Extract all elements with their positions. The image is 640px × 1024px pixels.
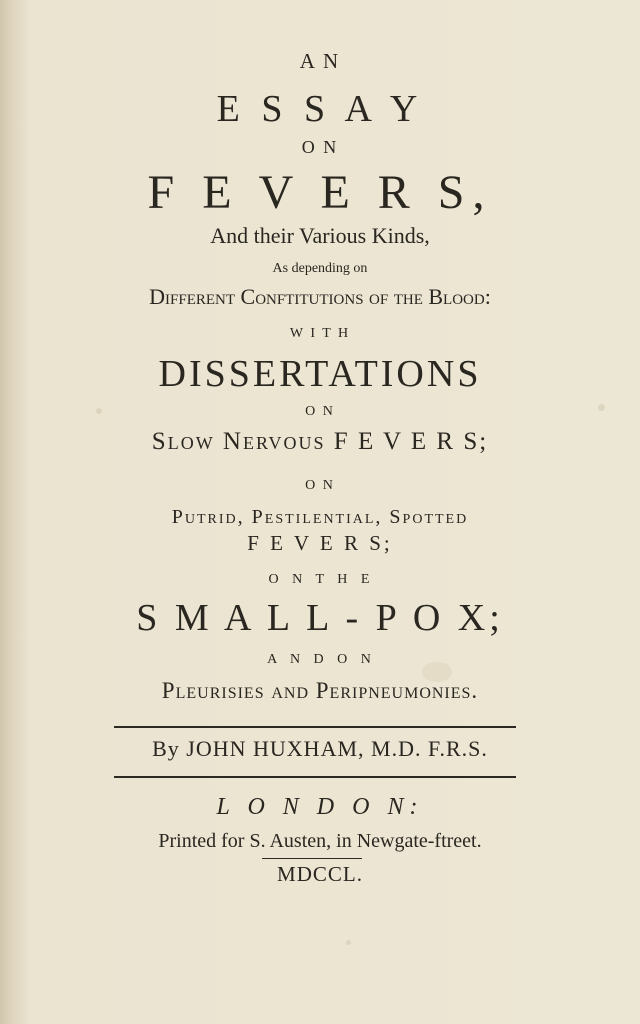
foxing-spot	[346, 940, 351, 945]
and-on-line: A N D O N	[267, 652, 373, 667]
on-the-line: O N T H E	[268, 572, 372, 587]
small-pox-heading: S M A L L - P O X;	[136, 597, 504, 639]
author-line: By JOHN HUXHAM, M.D. F.R.S.	[152, 736, 488, 761]
on-line-2: O N	[305, 404, 335, 419]
with-line: W I T H	[289, 326, 351, 341]
printer-line: Printed for S. Austen, in Newgate-ftreet.	[158, 830, 482, 852]
bottom-divider-rule	[114, 776, 516, 778]
constitutions-line: Different Conftitutions of the Blood:	[149, 284, 491, 309]
on-line-3: O N	[305, 478, 335, 493]
pleurisies-line: Pleurisies and Peripneumonies.	[161, 678, 479, 703]
depending-line: As depending on	[272, 261, 368, 276]
on-line-1: O N	[301, 137, 339, 157]
an-line: A N	[299, 49, 341, 73]
fevers-line-2: F E V E R S;	[247, 531, 393, 555]
dissertations-heading: DISSERTATIONS	[158, 353, 482, 395]
essay-heading: E S S A Y	[216, 88, 424, 130]
london-line: L O N D O N:	[216, 794, 424, 820]
putrid-line: Putrid, Pestilential, Spotted	[171, 506, 469, 528]
fevers-heading: F E V E R S,	[147, 166, 493, 219]
publication-year: MDCCL.	[277, 862, 363, 886]
kinds-line: And their Various Kinds,	[210, 223, 430, 248]
slow-nervous-fevers-line: Slow Nervous F E V E R S;	[151, 428, 489, 455]
top-divider-rule	[114, 726, 516, 728]
year-rule	[262, 858, 362, 859]
